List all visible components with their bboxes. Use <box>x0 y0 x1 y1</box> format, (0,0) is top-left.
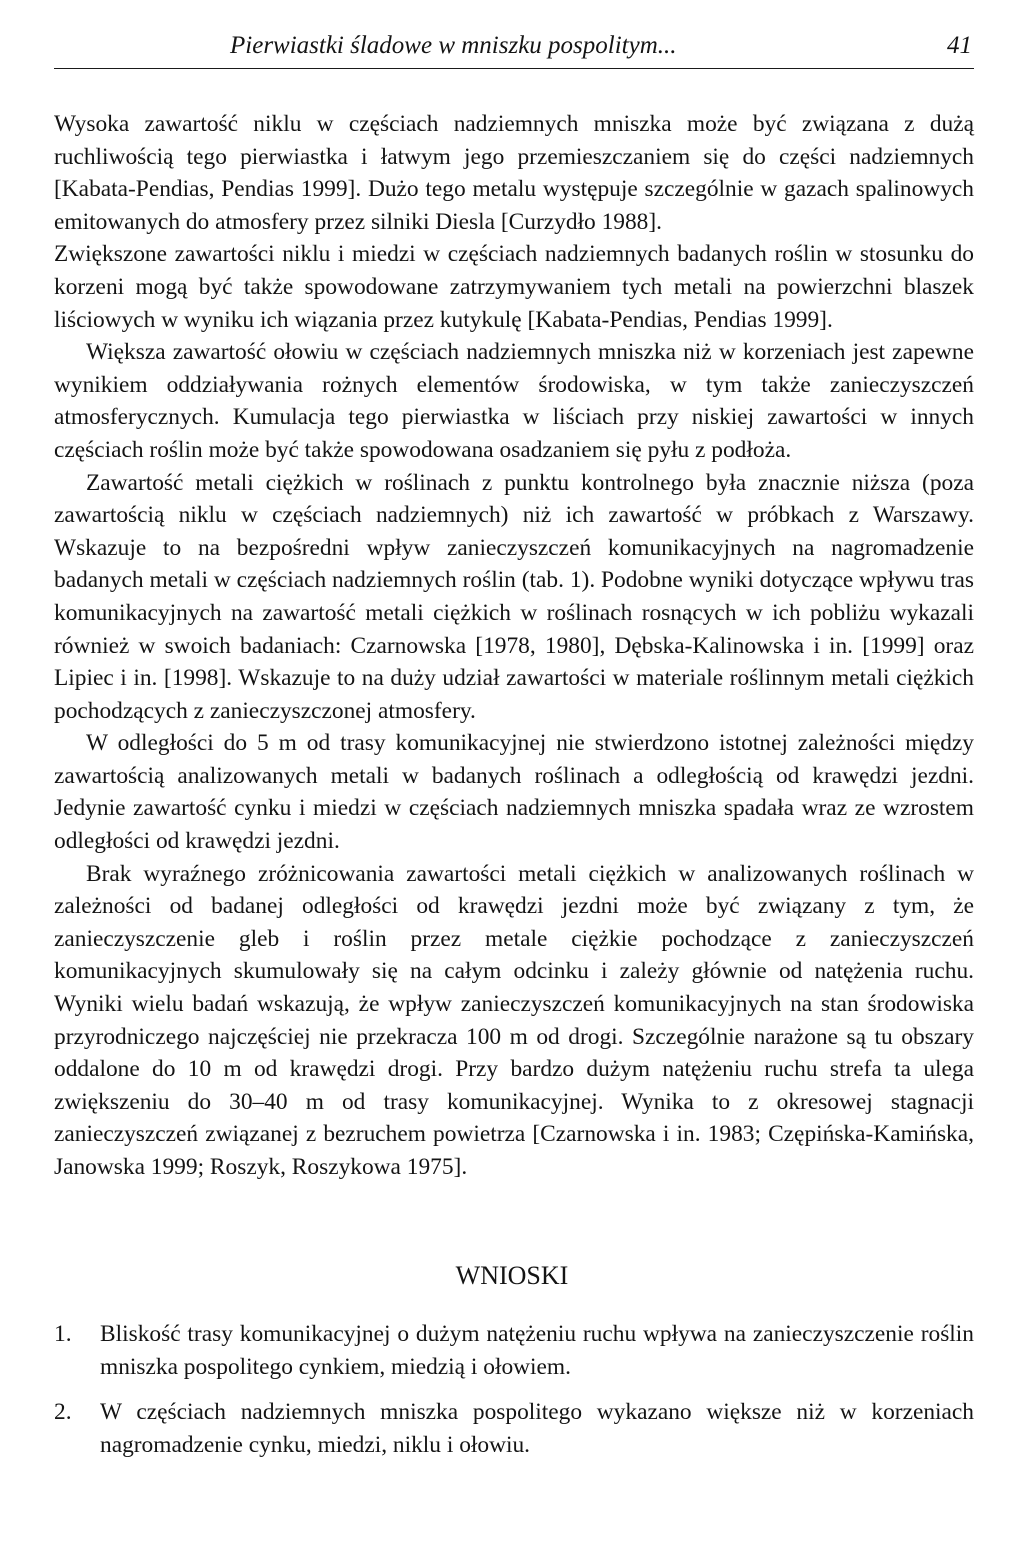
list-item-number: 1. <box>54 1321 72 1347</box>
list-item <box>54 1396 974 1461</box>
list-item-text: W częściach nadziemnych mniszka pospolitego wykazano większe niż w korzeniach nagromadzenie cynku, miedzi, niklu i ołowiu. <box>100 1399 974 1458</box>
paragraph: Brak wyraźnego zróżnicowania zawartości metali ciężkich w analizowanych roślinach w zależności od badanej odległości od krawędzi jezdni może być związany z tym, że zanieczyszczenie gleb i roślin przez metale ciężkie pochodzące z zanieczyszczeń komunikacyjnych skumulowały się na całym odcinku i zależy głównie od natężenia ruchu. Wyniki wielu badań wskazują, że wpływ zanieczyszczeń komunikacyjnych na stan środowiska przyrodniczego najczęściej nie przekracza 100 m od drogi. Szczególnie narażone są tu obszary oddalone do 10 m od krawędzi drogi. Przy bardzo dużym natężeniu ruchu strefa ta ulega zwiększeniu do 30–40 m od trasy komunikacyjnej. Wynika to z okresowej stagnacji zanieczyszczeń związanej z bezruchem powietrza [Czarnowska i in. 1983; Czępińska-Kamińska, Janowska 1999; Roszyk, Roszykowa 1975]. <box>54 860 974 1180</box>
paragraph: W odległości do 5 m od trasy komunikacyjnej nie stwierdzono istotnej zależności między zawartością analizowanych metali w badanych roślinach a odległością od krawędzi jezdni. Jedynie zawartość cynku i miedzi w częściach nadziemnych mniszka spadała wraz ze wzrostem odległości od krawędzi jezdni. <box>54 730 974 855</box>
body-text <box>54 108 974 1184</box>
paragraph: Większa zawartość ołowiu w częściach nadziemnych mniszka niż w korzeniach jest zapewne wynikiem oddziaływania rożnych elementów środowiska, w tym także zanieczyszczeń atmosferycznych. Kumulacja tego pierwiastka w liściach przy niskiej zawartości w innych częściach roślin może być także spowodowana osadzaniem się pyłu z podłoża. <box>54 339 974 463</box>
paragraph: Zwiększone zawartości niklu i miedzi w częściach nadziemnych badanych roślin w stosunku do korzeni mogą być także spowodowane zatrzymywaniem tych metali na powierzchni blaszek liściowych w wyniku ich wiązania przez kutykulę [Kabata-Pendias, Pendias 1999]. <box>54 241 974 333</box>
list-item-number: 2. <box>54 1399 72 1426</box>
running-title: Pierwiastki śladowe w mniszku pospolitym... <box>230 32 677 59</box>
section-heading: WNIOSKI <box>455 1261 569 1290</box>
paragraph: Zawartość metali ciężkich w roślinach z punktu kontrolnego była znacznie niższa (poza zawartością niklu w częściach nadziemnych) niż ich zawartość w próbkach z Warszawy. Wskazuje to na bezpośredni wpływ zanieczyszczeń komunikacyjnych na nagromadzenie badanych metali w częściach nadziemnych roślin (tab. 1). Podobne wyniki dotyczące wpływu tras komunikacyjnych na zawartość metali ciężkich w roślinach rosnących w ich pobliżu wykazali również w swoich badaniach: Czarnowska [1978, 1980], Dębska-Kalinowska i in. [1999] oraz Lipiec i in. [1998]. Wskazuje to na duży udział zawartości w materiale roślinnym metali ciężkich pochodzących z zanieczyszczonej atmosfery. <box>54 469 974 724</box>
paragraph: Wysoka zawartość niklu w częściach nadziemnych mniszka może być związana z dużą ruchliwością tego pierwiastka i łatwym jego przemieszczaniem się do części nadziemnych [Kabata-Pendias, Pendias 1999]. Dużo tego metalu występuje szczególnie w gazach spalinowych emitowanych do atmosfery przez silniki Diesla [Curzydło 1988]. <box>54 111 974 235</box>
list-item-text: Bliskość trasy komunikacyjnej o dużym natężeniu ruchu wpływa na zanieczyszczenie roślin mniszka pospolitego cynkiem, miedzią i ołowiem. <box>100 1321 974 1380</box>
conclusions-list <box>54 1318 974 1474</box>
list-item <box>54 1318 974 1383</box>
page-header <box>54 26 974 69</box>
page-number: 41 <box>947 32 972 59</box>
